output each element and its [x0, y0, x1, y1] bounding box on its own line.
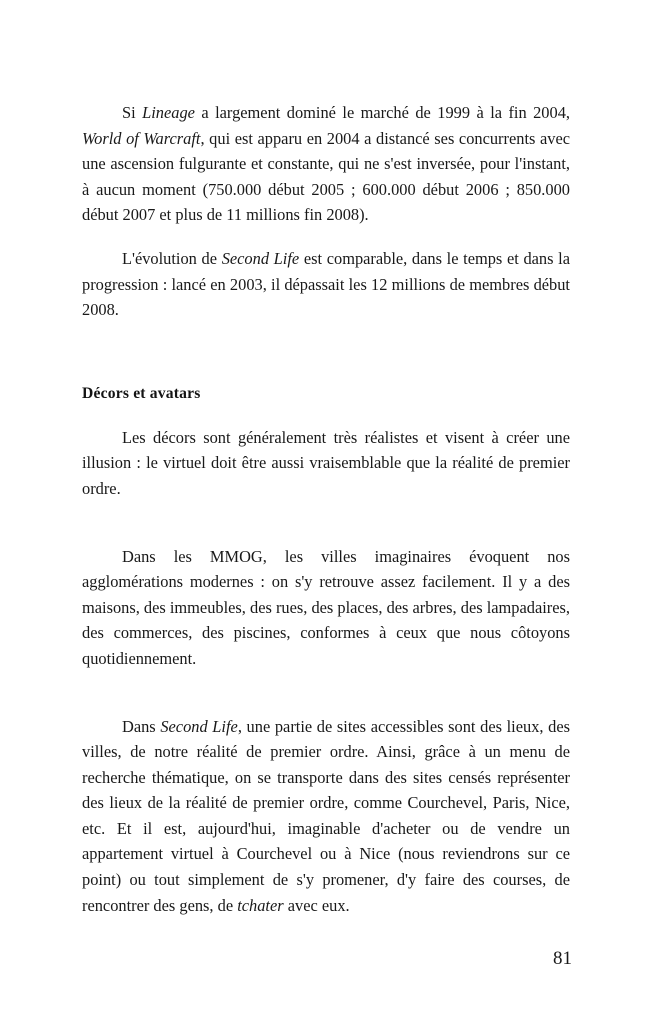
paragraph-4: Dans les MMOG, les villes imaginaires évoquent nos agglomérations modernes : on s'y retrouve assez facilement. Il y a des maisons, des immeubles, des rues, des places, des arbres, des lampadaires, des commerces, des piscines, conformes à ceux que nous côtoyons quotidiennement.: [82, 546, 570, 668]
italic-run: Second Life: [221, 248, 300, 268]
paragraph-5: Dans Second Life, une partie de sites accessibles sont des lieux, des villes, de notre réalité de premier ordre. Ainsi, grâce à un menu de recherche thématique, on se transporte dans des sites censés représenter des lieux de la réalité de premier ordre, comme Courchevel, Paris, Nice, etc. Et il est, aujourd'hui, imaginable d'acheter ou de vendre un appartement virtuel à Courchevel ou à Nice (nous reviendrons sur ce point) ou tout simplement de s'y promener, d'y faire des courses, de rencontrer des gens, de tchater avec eux.: [82, 716, 570, 915]
page-number: 81: [553, 948, 572, 969]
section-heading-block: [82, 383, 570, 405]
paragraph-1: Si Lineage a largement dominé le marché de 1999 à la fin 2004, World of Warcraft, qui est apparu en 2004 a distancé ses concurrents avec une ascension fulgurante et constante, qui ne s'est inversée, pour l'instant, à aucun moment (750.000 début 2005 ; 600.000 début 2006 ; 850.000 début 2007 et plus de 11 millions fin 2008).: [82, 103, 570, 225]
italic-run: Lineage: [142, 103, 195, 122]
italic-run: Second Life: [160, 716, 238, 736]
paragraph-2: L'évolution de Second Life est comparable, dans le temps et dans la progression : lancé en 2003, il dépassait les 12 millions de membres début 2008.: [82, 248, 570, 320]
italic-run: World of Warcraft: [82, 128, 201, 148]
paragraph-3: Les décors sont généralement très réalistes et visent à créer une illusion : le virtuel doit être aussi vraisemblable que la réalité de premier ordre.: [82, 427, 570, 498]
italic-run: tchater: [237, 895, 284, 915]
page-body: [82, 100, 570, 918]
section-heading: Décors et avatars: [82, 384, 201, 402]
